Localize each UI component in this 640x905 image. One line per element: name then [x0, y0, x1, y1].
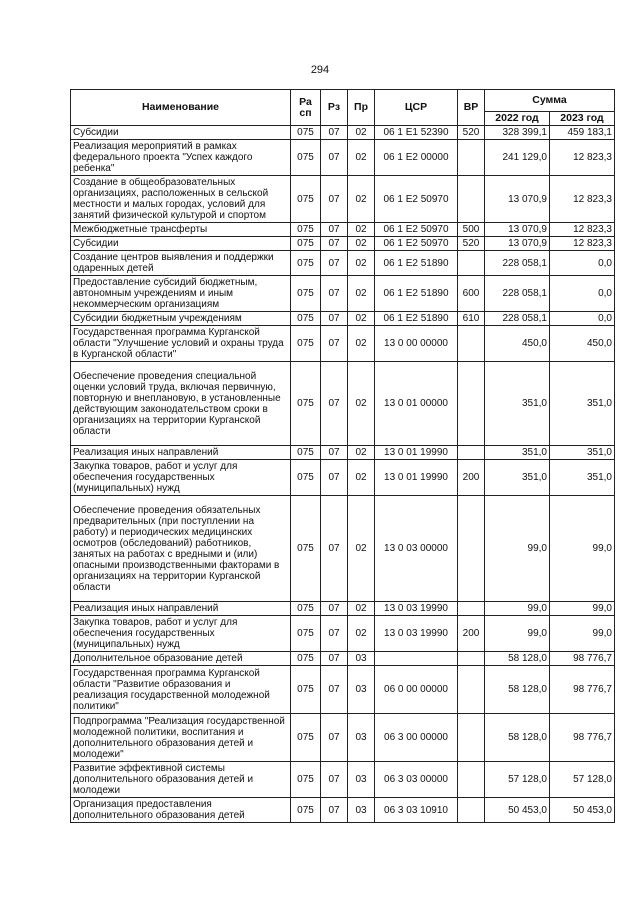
table-row: [71, 762, 615, 798]
cell-y2023: 351,0: [550, 446, 615, 460]
table-row: [71, 714, 615, 762]
cell-rz: 07: [321, 176, 348, 223]
table-row: [71, 666, 615, 714]
table-row: [71, 446, 615, 460]
cell-pr: 03: [348, 666, 375, 714]
cell-name: Государственная программа Курганской области "Развитие образования и реализация государственной молодежной политики": [71, 666, 291, 714]
cell-rasp: 075: [291, 312, 321, 326]
cell-csr: 06 1 E2 50970: [375, 223, 458, 237]
cell-rasp: 075: [291, 140, 321, 176]
table-row: [71, 602, 615, 616]
cell-name: Дополнительное образование детей: [71, 652, 291, 666]
table-row: [71, 312, 615, 326]
cell-csr: 06 3 03 00000: [375, 762, 458, 798]
cell-rasp: 075: [291, 798, 321, 823]
cell-pr: 02: [348, 237, 375, 251]
budget-table: [70, 89, 615, 823]
cell-rz: 07: [321, 251, 348, 276]
cell-y2022: 351,0: [485, 460, 550, 496]
cell-y2022: 58 128,0: [485, 666, 550, 714]
cell-y2023: 57 128,0: [550, 762, 615, 798]
cell-vr: [458, 602, 485, 616]
table-row: [71, 176, 615, 223]
cell-rz: 07: [321, 326, 348, 362]
cell-y2022: 351,0: [485, 362, 550, 446]
table-row: [71, 251, 615, 276]
cell-y2022: 13 070,9: [485, 237, 550, 251]
cell-name: Создание в общеобразовательных организациях, расположенных в сельской местности и малых городах, условий для занятий физической культурой и спортом: [71, 176, 291, 223]
cell-name: Межбюджетные трансферты: [71, 223, 291, 237]
table-row: [71, 326, 615, 362]
cell-rasp: 075: [291, 326, 321, 362]
cell-name: Обеспечение проведения специальной оценки условий труда, включая первичную, повторную и внеплановую, в установленные действующим законодательством сроки в организациях на территории Курганской области: [71, 362, 291, 446]
cell-pr: 02: [348, 460, 375, 496]
cell-y2023: 12 823,3: [550, 176, 615, 223]
cell-pr: 02: [348, 126, 375, 140]
cell-y2023: 12 823,3: [550, 237, 615, 251]
cell-csr: 06 1 E2 51890: [375, 276, 458, 312]
cell-y2023: 12 823,3: [550, 223, 615, 237]
cell-vr: 520: [458, 126, 485, 140]
cell-pr: 02: [348, 446, 375, 460]
cell-vr: [458, 446, 485, 460]
cell-rz: 07: [321, 714, 348, 762]
cell-y2022: 13 070,9: [485, 176, 550, 223]
header-summa: Сумма: [485, 90, 615, 112]
cell-rz: 07: [321, 666, 348, 714]
cell-name: Закупка товаров, работ и услуг для обеспечения государственных (муниципальных) нужд: [71, 616, 291, 652]
cell-y2022: 351,0: [485, 446, 550, 460]
cell-name: Субсидии: [71, 126, 291, 140]
cell-pr: 03: [348, 652, 375, 666]
header-rz: Рз: [321, 90, 348, 126]
cell-rasp: 075: [291, 762, 321, 798]
cell-y2023: 450,0: [550, 326, 615, 362]
cell-pr: 02: [348, 326, 375, 362]
table-row: [71, 140, 615, 176]
cell-vr: 600: [458, 276, 485, 312]
table-row: [71, 223, 615, 237]
header-pr: Пр: [348, 90, 375, 126]
cell-rz: 07: [321, 446, 348, 460]
cell-y2022: 450,0: [485, 326, 550, 362]
cell-rasp: 075: [291, 223, 321, 237]
cell-name: Организация предоставления дополнительного образования детей: [71, 798, 291, 823]
cell-pr: 02: [348, 176, 375, 223]
cell-y2023: 0,0: [550, 251, 615, 276]
cell-y2022: 13 070,9: [485, 223, 550, 237]
cell-name: Государственная программа Курганской области "Улучшение условий и охраны труда в Курганской области": [71, 326, 291, 362]
table-row: [71, 276, 615, 312]
cell-y2023: 99,0: [550, 602, 615, 616]
cell-y2023: 98 776,7: [550, 714, 615, 762]
cell-rasp: 075: [291, 446, 321, 460]
cell-rz: 07: [321, 762, 348, 798]
cell-name: Закупка товаров, работ и услуг для обеспечения государственных (муниципальных) нужд: [71, 460, 291, 496]
table-row: [71, 652, 615, 666]
cell-csr: [375, 652, 458, 666]
cell-y2022: 228 058,1: [485, 276, 550, 312]
page-number: 294: [310, 64, 330, 76]
cell-y2023: 0,0: [550, 312, 615, 326]
cell-pr: 02: [348, 276, 375, 312]
cell-rasp: 075: [291, 362, 321, 446]
cell-csr: 13 0 03 00000: [375, 496, 458, 602]
cell-rasp: 075: [291, 251, 321, 276]
cell-vr: [458, 714, 485, 762]
cell-csr: 06 0 00 00000: [375, 666, 458, 714]
cell-y2022: 99,0: [485, 602, 550, 616]
cell-pr: 02: [348, 602, 375, 616]
cell-y2022: 50 453,0: [485, 798, 550, 823]
cell-pr: 02: [348, 223, 375, 237]
header-rasp: Ра сп: [291, 90, 321, 126]
cell-rasp: 075: [291, 652, 321, 666]
cell-csr: 13 0 01 19990: [375, 446, 458, 460]
cell-y2022: 228 058,1: [485, 312, 550, 326]
table-row: [71, 237, 615, 251]
cell-csr: 06 1 E1 52390: [375, 126, 458, 140]
cell-y2022: 99,0: [485, 496, 550, 602]
cell-y2023: 351,0: [550, 460, 615, 496]
cell-pr: 02: [348, 312, 375, 326]
cell-csr: 06 1 E2 51890: [375, 251, 458, 276]
cell-pr: 02: [348, 362, 375, 446]
cell-rasp: 075: [291, 276, 321, 312]
cell-rz: 07: [321, 616, 348, 652]
cell-rasp: 075: [291, 460, 321, 496]
cell-rz: 07: [321, 140, 348, 176]
table-row: [71, 460, 615, 496]
cell-csr: 06 1 E2 50970: [375, 176, 458, 223]
header-name: Наименование: [71, 90, 291, 126]
cell-rasp: 075: [291, 714, 321, 762]
header-2023: 2023 год: [550, 112, 615, 126]
table-row: [71, 616, 615, 652]
cell-y2022: 58 128,0: [485, 652, 550, 666]
cell-y2023: 50 453,0: [550, 798, 615, 823]
cell-y2023: 98 776,7: [550, 666, 615, 714]
cell-pr: 02: [348, 496, 375, 602]
cell-rz: 07: [321, 798, 348, 823]
cell-y2023: 351,0: [550, 362, 615, 446]
cell-vr: 520: [458, 237, 485, 251]
cell-name: Подпрограмма "Реализация государственной молодежной политики, воспитания и дополнительного образования детей и молодежи": [71, 714, 291, 762]
cell-name: Реализация мероприятий в рамках федерального проекта "Успех каждого ребенка": [71, 140, 291, 176]
cell-rz: 07: [321, 223, 348, 237]
cell-name: Предоставление субсидий бюджетным, автономным учреждениям и иным некоммерческим организациям: [71, 276, 291, 312]
cell-csr: 13 0 00 00000: [375, 326, 458, 362]
cell-vr: 200: [458, 460, 485, 496]
cell-rz: 07: [321, 602, 348, 616]
cell-rz: 07: [321, 126, 348, 140]
cell-y2022: 99,0: [485, 616, 550, 652]
cell-pr: 02: [348, 616, 375, 652]
table-row: [71, 798, 615, 823]
cell-rz: 07: [321, 496, 348, 602]
cell-name: Реализация иных направлений: [71, 446, 291, 460]
table-row: [71, 362, 615, 446]
cell-vr: [458, 140, 485, 176]
cell-vr: [458, 251, 485, 276]
cell-vr: [458, 362, 485, 446]
table-row: [71, 126, 615, 140]
cell-rasp: 075: [291, 126, 321, 140]
cell-rz: 07: [321, 460, 348, 496]
cell-y2022: 328 399,1: [485, 126, 550, 140]
cell-vr: [458, 652, 485, 666]
cell-vr: [458, 496, 485, 602]
cell-rasp: 075: [291, 176, 321, 223]
header-2022: 2022 год: [485, 112, 550, 126]
cell-csr: 06 3 00 00000: [375, 714, 458, 762]
cell-y2023: 0,0: [550, 276, 615, 312]
cell-y2022: 57 128,0: [485, 762, 550, 798]
cell-name: Развитие эффективной системы дополнительного образования детей и молодежи: [71, 762, 291, 798]
cell-rz: 07: [321, 276, 348, 312]
cell-pr: 03: [348, 798, 375, 823]
cell-csr: 06 3 03 10910: [375, 798, 458, 823]
cell-vr: 610: [458, 312, 485, 326]
cell-vr: [458, 326, 485, 362]
cell-vr: 200: [458, 616, 485, 652]
cell-y2022: 58 128,0: [485, 714, 550, 762]
table-body: [71, 126, 615, 823]
cell-pr: 03: [348, 762, 375, 798]
cell-csr: 13 0 03 19990: [375, 602, 458, 616]
cell-name: Обеспечение проведения обязательных предварительных (при поступлении на работу) и периодических медицинских осмотров (обследований) работников, занятых на работах с вредными и (или) опасными производственными факторами в организациях на территории Курганской области: [71, 496, 291, 602]
cell-csr: 06 1 E2 51890: [375, 312, 458, 326]
cell-csr: 13 0 01 19990: [375, 460, 458, 496]
header-vr: ВР: [458, 90, 485, 126]
cell-y2023: 99,0: [550, 496, 615, 602]
cell-y2023: 98 776,7: [550, 652, 615, 666]
cell-vr: 500: [458, 223, 485, 237]
cell-pr: 02: [348, 140, 375, 176]
cell-name: Субсидии бюджетным учреждениям: [71, 312, 291, 326]
cell-vr: [458, 666, 485, 714]
cell-rz: 07: [321, 237, 348, 251]
cell-y2022: 228 058,1: [485, 251, 550, 276]
cell-csr: 13 0 01 00000: [375, 362, 458, 446]
cell-rasp: 075: [291, 666, 321, 714]
cell-pr: 02: [348, 251, 375, 276]
cell-y2023: 99,0: [550, 616, 615, 652]
cell-rasp: 075: [291, 496, 321, 602]
header-csr: ЦСР: [375, 90, 458, 126]
cell-csr: 06 1 E2 00000: [375, 140, 458, 176]
cell-csr: 13 0 03 19990: [375, 616, 458, 652]
cell-name: Создание центров выявления и поддержки одаренных детей: [71, 251, 291, 276]
cell-name: Субсидии: [71, 237, 291, 251]
cell-name: Реализация иных направлений: [71, 602, 291, 616]
cell-rz: 07: [321, 362, 348, 446]
cell-rz: 07: [321, 652, 348, 666]
cell-vr: [458, 762, 485, 798]
cell-csr: 06 1 E2 50970: [375, 237, 458, 251]
cell-rasp: 075: [291, 237, 321, 251]
cell-rasp: 075: [291, 616, 321, 652]
table-row: [71, 496, 615, 602]
cell-y2023: 12 823,3: [550, 140, 615, 176]
cell-rasp: 075: [291, 602, 321, 616]
cell-y2022: 241 129,0: [485, 140, 550, 176]
cell-pr: 03: [348, 714, 375, 762]
cell-y2023: 459 183,1: [550, 126, 615, 140]
cell-vr: [458, 798, 485, 823]
cell-rz: 07: [321, 312, 348, 326]
cell-vr: [458, 176, 485, 223]
